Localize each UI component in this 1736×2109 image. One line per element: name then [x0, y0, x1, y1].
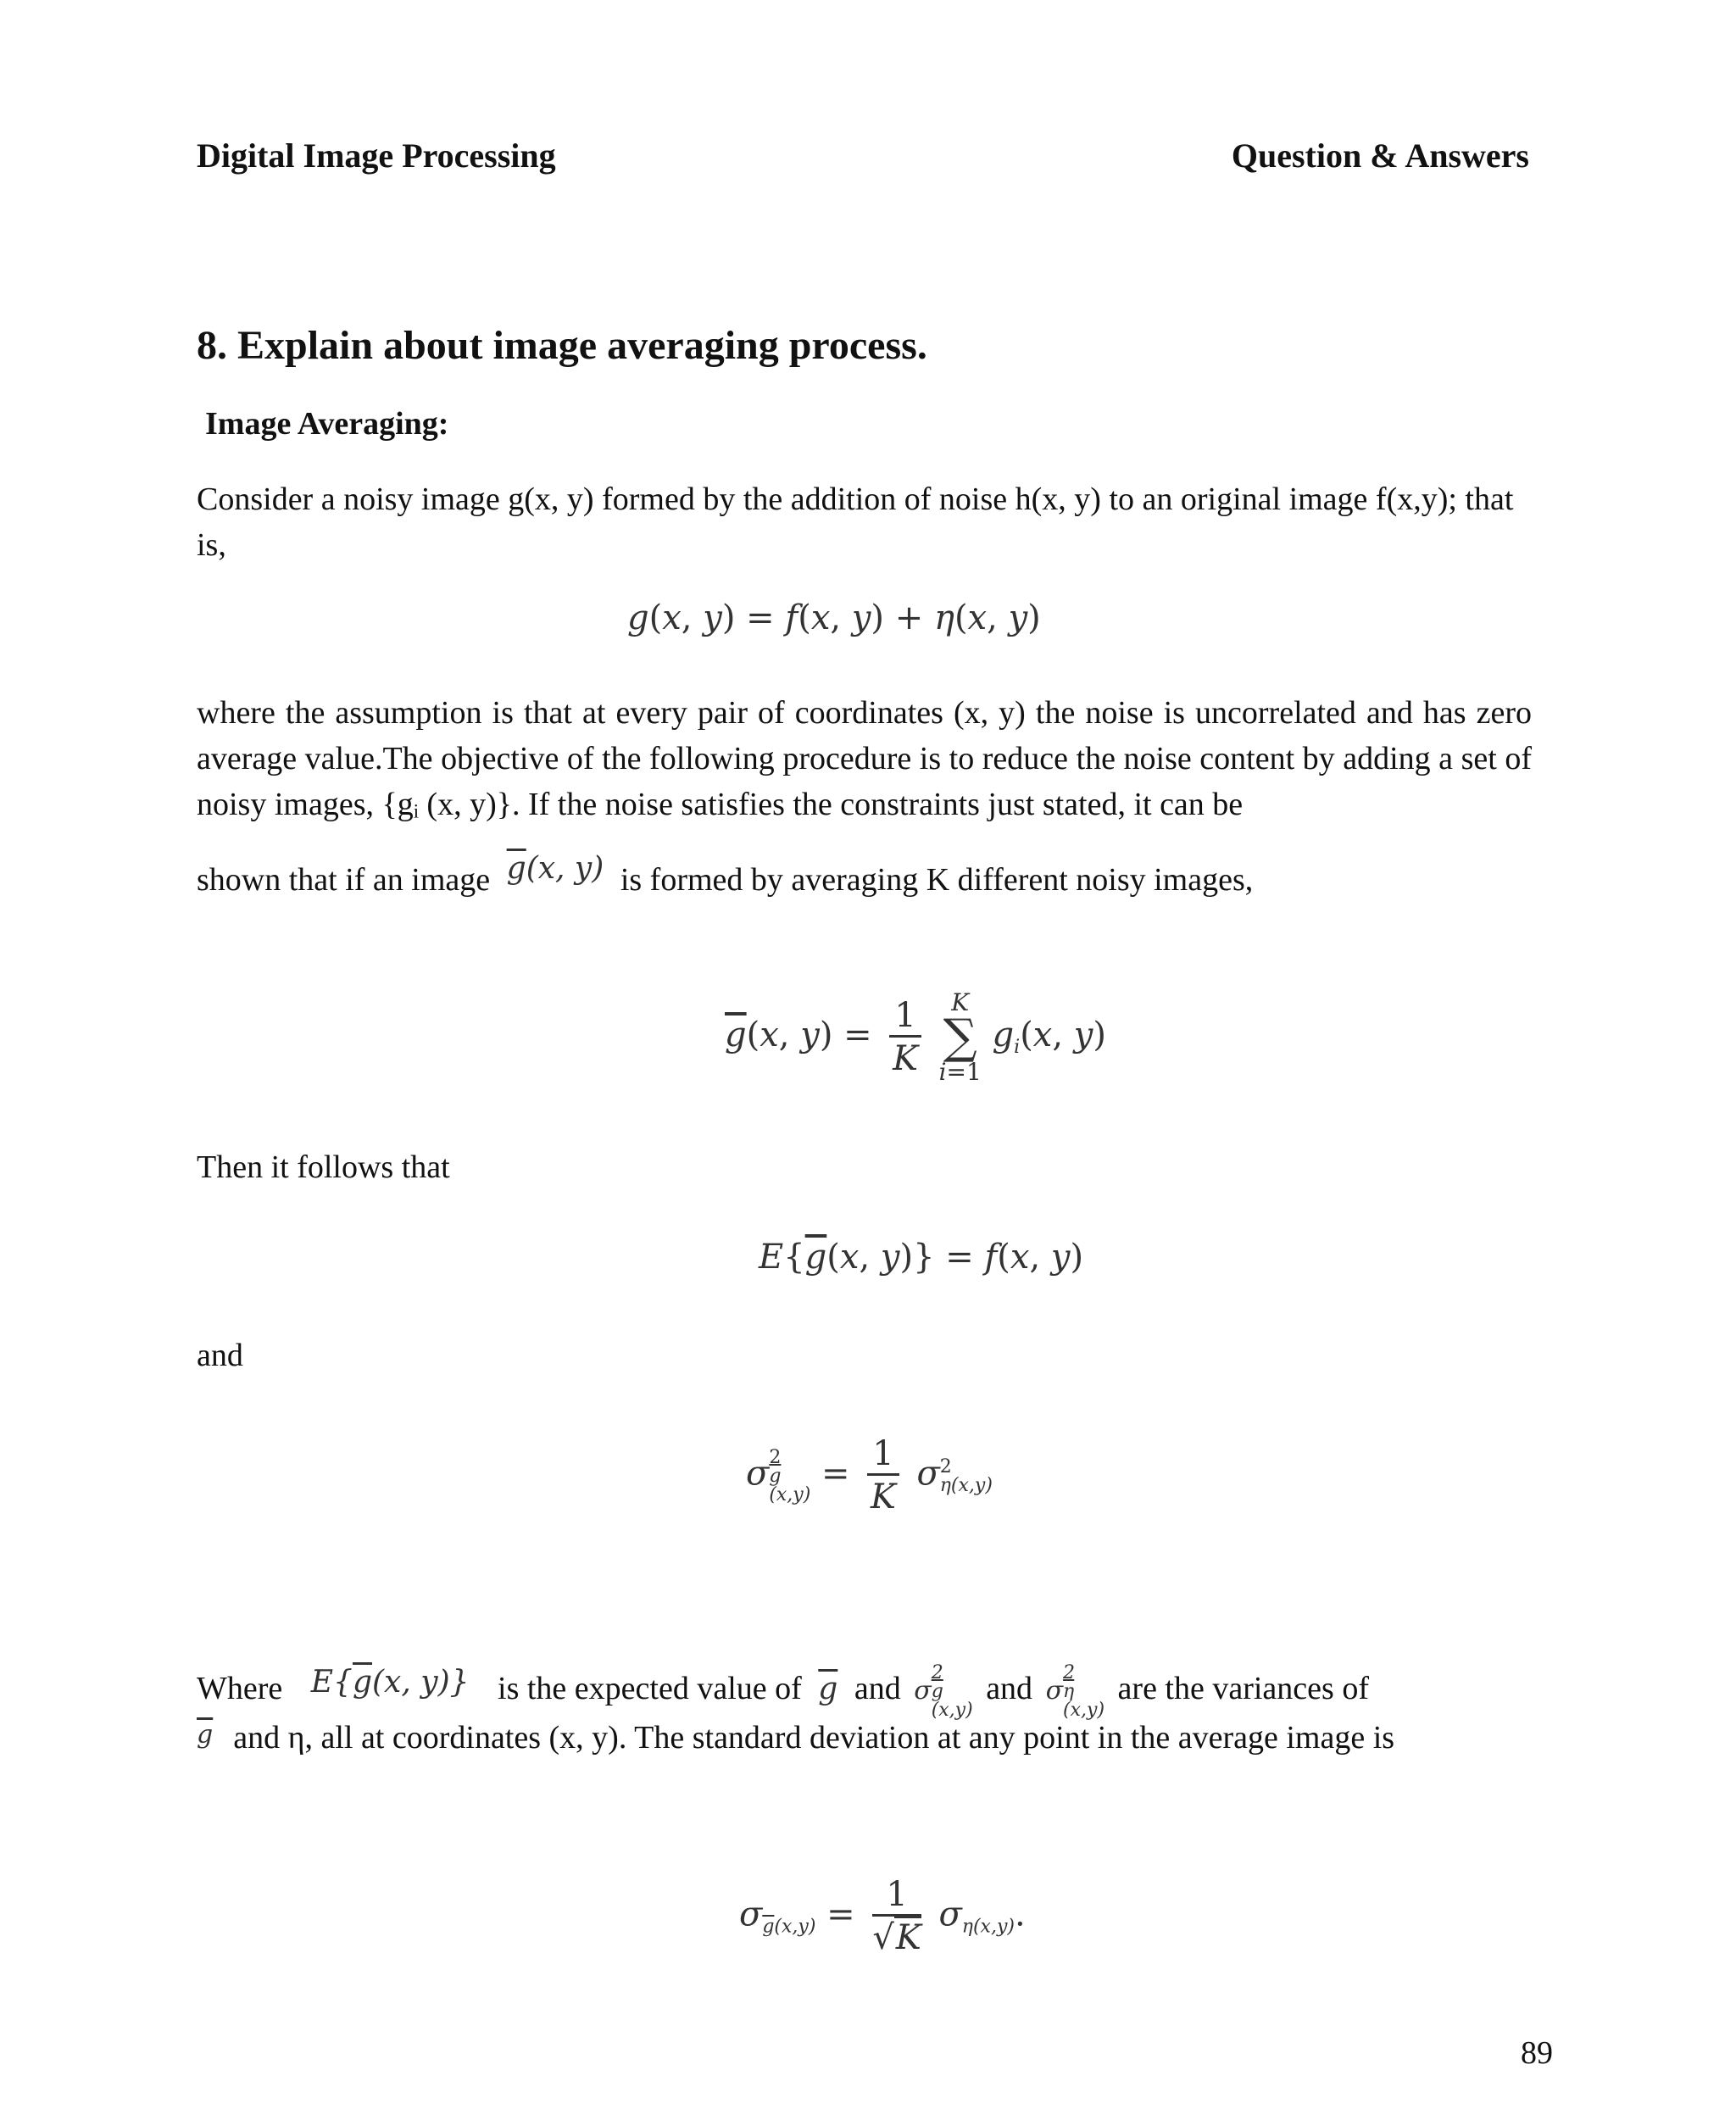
header-left: Digital Image Processing [197, 136, 556, 175]
shown-text-b: is formed by averaging K different noisy images, [620, 862, 1254, 898]
equation-noise-model: g(x, y) = f(x, y) + η(x, y) [627, 598, 1041, 637]
where-and-2: and [986, 1671, 1033, 1706]
where-text-variances: are the variances of [1117, 1671, 1369, 1706]
gbar-inline-symbol-2: $\overline{g}$ [818, 1672, 838, 1706]
where-text-expected: is the expected value of [498, 1671, 802, 1706]
equation-average: $\overline{g}(x$, y) = $\frac{1}{K}$ K ∑ i=1 $g_i(x$, y) [725, 988, 1107, 1086]
paragraph-shown [197, 846, 1532, 903]
where-and-1: and [854, 1671, 901, 1706]
gbar-inline-symbol-3: $\overline{g}$ [197, 1720, 214, 1750]
paragraph-and: and [197, 1338, 243, 1373]
gbar-inline-symbol: $\overline{g}(x$, y) [506, 851, 604, 886]
page-number: 89 [1521, 2035, 1553, 2071]
sigma-gbar-inline-symbol: σ 2 $\overline{g}$ (x,y) [914, 1662, 973, 1721]
equation-std-deviation: $\sigma_{\overline{g}(x,y)}$ = $\frac{1}{√K}$ $\sigma_{\eta(x,y)}$. [739, 1875, 1026, 1957]
shown-text-a: shown that if an image [197, 862, 491, 898]
paragraph-where [197, 1660, 1544, 1720]
question-heading: 8. Explain about image averaging process. [197, 323, 927, 368]
where-line2-text: and η, all at coordinates (x, y). The standard deviation at any point in the average image is [233, 1720, 1395, 1756]
expectation-inline-symbol: $E\{\overline{g}(x$, y)} [310, 1665, 470, 1700]
equation-expectation: $E\{\overline{g}(x$, y)} = f(x, y) [759, 1238, 1084, 1277]
header-right: Question & Answers [1231, 136, 1529, 175]
equation-variance: σ 2 $\overline{g}$ (x,y) = $\frac{1}{K}$ σ 2 η(x,y) [746, 1434, 993, 1516]
paragraph-where-line2 [197, 1712, 1570, 1761]
paragraph-assumption: where the assumption is that at every pair of coordinates (x, y) the noise is uncorrelated and has zero average value.The objective of the following procedure is to reduce the noise content by adding a set of noisy images, {gᵢ (x, y)}. If the noise satisfies the constraints just stated, it can be [197, 695, 1532, 822]
paragraph-then: Then it follows that [197, 1149, 450, 1185]
sigma-eta-inline-symbol: σ 2 $\overline{\eta}$ (x,y) [1045, 1662, 1105, 1721]
section-subheading: Image Averaging: [205, 406, 449, 442]
where-label: Where [197, 1671, 283, 1706]
paragraph-intro: Consider a noisy image g(x, y) formed by the addition of noise h(x, y) to an original image f(x,y); that is, [197, 481, 1514, 563]
